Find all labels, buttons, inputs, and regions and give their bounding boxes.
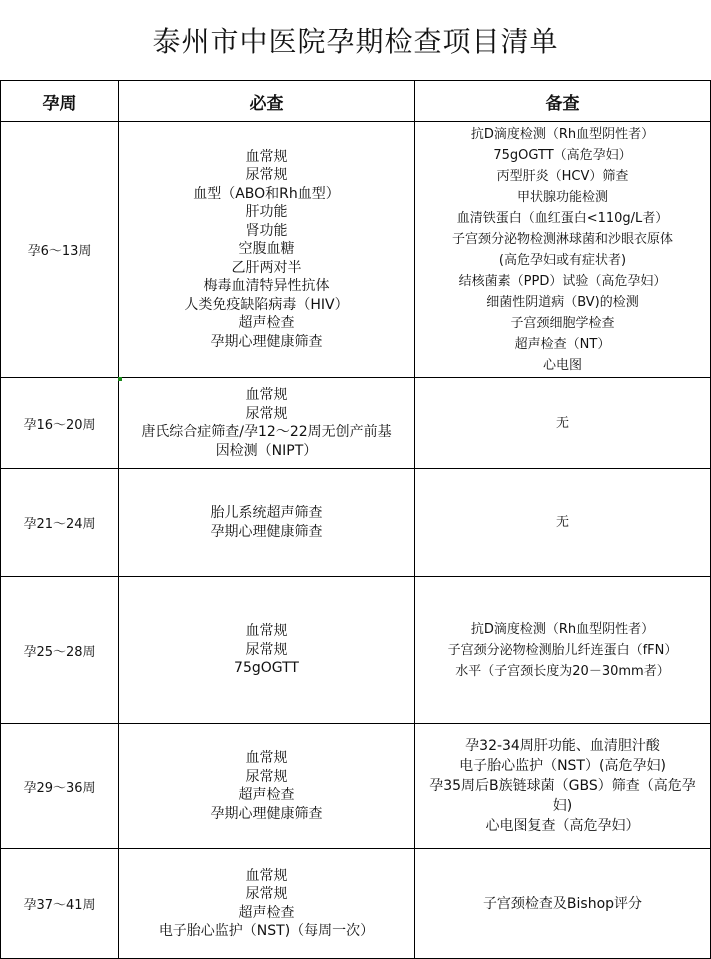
table-row (1, 577, 711, 724)
optional-cell (415, 122, 711, 378)
exam-item: 血常规 (245, 387, 288, 403)
exam-item: 水平（子宫颈长度为20－30mm者） (455, 663, 670, 679)
exam-item: 75gOGTT（高危孕妇） (493, 147, 632, 163)
exam-item: 抗D滴度检测（Rh血型阴性者） (470, 621, 655, 637)
exam-item: 75gOGTT (234, 660, 299, 677)
week-cell: 孕21～24周 (1, 469, 119, 577)
required-cell (119, 577, 415, 724)
week-cell: 孕16～20周 (1, 378, 119, 469)
exam-item: 胎儿系统超声筛查 (210, 505, 323, 521)
optional-cell (415, 577, 711, 724)
exam-item: 电子胎心监护（NST）(高危孕妇) (459, 758, 666, 774)
required-cell (119, 849, 415, 959)
exam-item: 尿常规 (245, 641, 288, 658)
required-cell (119, 469, 415, 577)
exam-item: 孕期心理健康筛查 (210, 805, 323, 822)
exam-item: 血常规 (245, 623, 288, 640)
table-row (1, 378, 711, 469)
table-row (1, 849, 711, 959)
exam-item: 子宫颈分泌物检测淋球菌和沙眼衣原体 (451, 231, 673, 247)
exam-item: 心电图 (542, 357, 582, 373)
exam-item: 空腹血糖 (238, 241, 295, 258)
optional-cell (415, 378, 711, 469)
week-cell: 孕37～41周 (1, 849, 119, 959)
exam-item: 尿常规 (245, 405, 288, 422)
exam-item: 超声检查（NT） (514, 336, 611, 352)
exam-item: 肝功能 (245, 204, 288, 221)
exam-item: 超声检查 (238, 904, 295, 921)
required-cell (119, 724, 415, 849)
table-header-row (1, 81, 711, 122)
exam-item: 孕期心理健康筛查 (210, 333, 323, 350)
table-row (1, 122, 711, 378)
exam-item: 结核菌素（PPD）试验（高危孕妇） (458, 273, 667, 289)
exam-item: 唐氏综合症筛查/孕12～22周无创产前基 (141, 424, 392, 440)
header-week: 孕周 (1, 81, 119, 122)
optional-cell (415, 469, 711, 577)
exam-item: 子宫颈检查及Bishop评分 (482, 895, 643, 912)
exam-item: 乙肝两对半 (231, 259, 302, 276)
optional-cell (415, 724, 711, 849)
required-cell (119, 378, 415, 469)
exam-item: 孕35周后B族链球菌（GBS）筛查（高危孕 (429, 778, 696, 794)
exam-item: 肾功能 (245, 222, 288, 239)
week-cell: 孕29～36周 (1, 724, 119, 849)
exam-item: 血常规 (245, 867, 288, 884)
exam-item: 人类免疫缺陷病毒（HIV） (184, 296, 349, 313)
exam-item: 妇) (552, 798, 573, 814)
exam-item: 子宫颈分泌物检测胎儿纤连蛋白（fFN） (447, 642, 678, 658)
exam-item: 心电图复查（高危孕妇） (485, 818, 640, 834)
exam-item: 丙型肝炎（HCV）筛查 (496, 168, 629, 184)
exam-item: 抗D滴度检测（Rh血型阴性者） (470, 126, 655, 142)
exam-item: 血清铁蛋白（血红蛋白<110g/L者） (456, 210, 669, 226)
required-cell (119, 122, 415, 378)
exam-item: 孕32-34周肝功能、血清胆汁酸 (465, 738, 660, 754)
exam-item: (高危孕妇或有症状者) (498, 252, 627, 268)
week-cell: 孕6～13周 (1, 122, 119, 378)
exam-item: 孕期心理健康筛查 (210, 523, 323, 540)
week-cell: 孕25～28周 (1, 577, 119, 724)
optional-cell (415, 849, 711, 959)
exam-table (0, 80, 711, 959)
exam-item: 无 (555, 415, 569, 431)
exam-item: 血型（ABO和Rh血型） (193, 185, 340, 202)
exam-item: 超声检查 (238, 787, 295, 803)
exam-item: 细菌性阴道病（BV)的检测 (486, 294, 639, 310)
exam-item: 血常规 (245, 750, 288, 766)
table-row (1, 724, 711, 849)
header-optional: 备查 (415, 81, 711, 122)
exam-item: 子宫颈细胞学检查 (510, 315, 615, 331)
exam-item: 甲状腺功能检测 (516, 189, 608, 205)
exam-item: 超声检查 (238, 315, 295, 332)
header-required: 必查 (119, 81, 415, 122)
exam-item: 尿常规 (245, 768, 288, 785)
exam-item: 尿常规 (245, 167, 288, 184)
exam-item: 因检测（NIPT） (215, 442, 318, 459)
exam-item: 电子胎心监护（NST)（每周一次） (158, 923, 375, 939)
exam-item: 梅毒血清特异性抗体 (203, 278, 330, 295)
cell-comment-marker (118, 377, 122, 381)
exam-item: 无 (555, 515, 569, 530)
page-title: 泰州市中医院孕期检查项目清单 (152, 25, 559, 58)
exam-item: 血常规 (245, 148, 288, 165)
table-row (1, 469, 711, 577)
exam-item: 尿常规 (245, 886, 288, 902)
